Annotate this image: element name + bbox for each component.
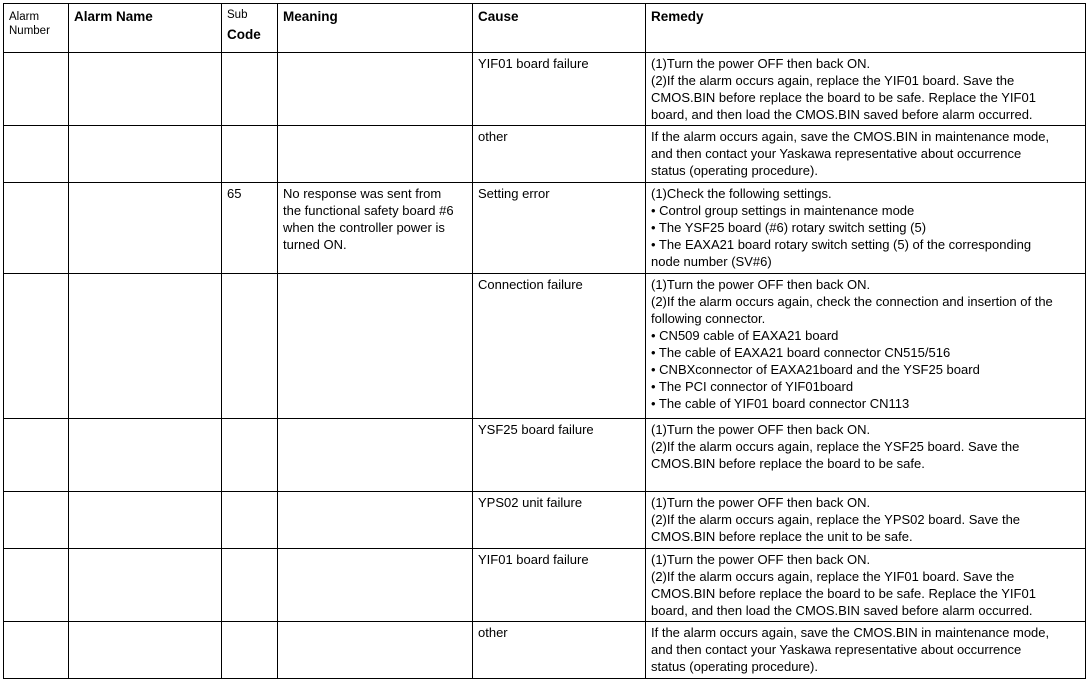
remedy-line: board, and then load the CMOS.BIN saved before alarm occurred. [651, 603, 1033, 618]
remedy-line: following connector. [651, 311, 766, 326]
remedy-line: CMOS.BIN before replace the board to be safe. Replace the YIF01 [651, 90, 1036, 105]
remedy-line: (1)Turn the power OFF then back ON. [651, 422, 871, 437]
remedy-cell [646, 53, 1086, 126]
remedy-line: (1)Turn the power OFF then back ON. [651, 277, 871, 292]
cause-cell: Setting error [473, 183, 646, 274]
alarm-name-cell [69, 419, 222, 492]
meaning-cell [278, 492, 473, 549]
remedy-line: • The cable of EAXA21 board connector CN515/516 [651, 345, 951, 360]
alarm-number-cell [4, 183, 69, 274]
meaning-cell [278, 53, 473, 126]
table-row [4, 53, 1086, 126]
header-remedy: Remedy [646, 4, 1086, 53]
remedy-line: (1)Turn the power OFF then back ON. [651, 552, 871, 567]
table-row [4, 274, 1086, 419]
header-sub-code-top: Sub [227, 9, 248, 21]
alarm-name-cell [69, 274, 222, 419]
remedy-line: (2)If the alarm occurs again, replace the YIF01 board. Save the [651, 73, 1015, 88]
remedy-line: • Control group settings in maintenance mode [651, 203, 915, 218]
remedy-line: • CN509 cable of EAXA21 board [651, 328, 839, 343]
remedy-cell [646, 419, 1086, 492]
remedy-cell [646, 183, 1086, 274]
sub-code-cell [222, 549, 278, 622]
header-alarm-number-line: Alarm [9, 11, 40, 23]
remedy-line: (1)Check the following settings. [651, 186, 832, 201]
cause-cell: other [473, 622, 646, 679]
alarm-number-cell [4, 492, 69, 549]
cause-cell: YSF25 board failure [473, 419, 646, 492]
header-cause: Cause [473, 4, 646, 53]
remedy-line: (1)Turn the power OFF then back ON. [651, 495, 871, 510]
remedy-cell [646, 622, 1086, 679]
meaning-cell [278, 622, 473, 679]
meaning-cell [278, 549, 473, 622]
sub-code-cell [222, 622, 278, 679]
alarm-name-cell [69, 53, 222, 126]
header-sub-code-bottom: Code [227, 27, 261, 42]
header-alarm-number [4, 4, 69, 53]
remedy-line: (2)If the alarm occurs again, replace the YSF25 board. Save the [651, 439, 1020, 454]
alarm-name-cell [69, 126, 222, 183]
table-row [4, 549, 1086, 622]
remedy-cell [646, 126, 1086, 183]
table-row [4, 183, 1086, 274]
remedy-line: CMOS.BIN before replace the unit to be safe. [651, 529, 913, 544]
cause-cell: YIF01 board failure [473, 549, 646, 622]
cause-cell: other [473, 126, 646, 183]
alarm-number-cell [4, 622, 69, 679]
meaning-cell [278, 419, 473, 492]
sub-code-cell: 65 [222, 183, 278, 274]
header-alarm-number-line: Number [9, 25, 50, 37]
meaning-line: No response was sent from [283, 186, 442, 201]
remedy-line: status (operating procedure). [651, 659, 818, 674]
remedy-line: • CNBXconnector of EAXA21board and the YSF25 board [651, 362, 980, 377]
cause-cell: Connection failure [473, 274, 646, 419]
remedy-cell [646, 492, 1086, 549]
header-meaning: Meaning [278, 4, 473, 53]
remedy-line: status (operating procedure). [651, 163, 818, 178]
alarm-name-cell [69, 183, 222, 274]
alarm-number-cell [4, 126, 69, 183]
remedy-line: • The cable of YIF01 board connector CN113 [651, 396, 910, 411]
remedy-line: If the alarm occurs again, save the CMOS.BIN in maintenance mode, [651, 625, 1050, 640]
meaning-line: the functional safety board #6 [283, 203, 454, 218]
alarm-table [3, 3, 1086, 679]
header-sub-code [222, 4, 278, 53]
table-row [4, 622, 1086, 679]
remedy-line: • The PCI connector of YIF01board [651, 379, 854, 394]
cause-cell: YPS02 unit failure [473, 492, 646, 549]
remedy-line: If the alarm occurs again, save the CMOS.BIN in maintenance mode, [651, 129, 1050, 144]
remedy-cell [646, 549, 1086, 622]
alarm-name-cell [69, 549, 222, 622]
remedy-line: (1)Turn the power OFF then back ON. [651, 56, 871, 71]
remedy-line: • The YSF25 board (#6) rotary switch setting (5) [651, 220, 927, 235]
table-row [4, 492, 1086, 549]
alarm-number-cell [4, 419, 69, 492]
meaning-cell [278, 126, 473, 183]
table-row [4, 126, 1086, 183]
sub-code-cell [222, 419, 278, 492]
remedy-line: node number (SV#6) [651, 254, 772, 269]
remedy-line: and then contact your Yaskawa representative about occurrence [651, 146, 1022, 161]
remedy-line: CMOS.BIN before replace the board to be safe. [651, 456, 925, 471]
sub-code-cell [222, 492, 278, 549]
remedy-line: board, and then load the CMOS.BIN saved before alarm occurred. [651, 107, 1033, 122]
remedy-cell [646, 274, 1086, 419]
alarm-name-cell [69, 622, 222, 679]
meaning-cell [278, 183, 473, 274]
sub-code-cell [222, 274, 278, 419]
alarm-name-cell [69, 492, 222, 549]
alarm-number-cell [4, 549, 69, 622]
sub-code-cell [222, 53, 278, 126]
header-alarm-name: Alarm Name [69, 4, 222, 53]
alarm-number-cell [4, 274, 69, 419]
meaning-cell [278, 274, 473, 419]
table-header-row [4, 4, 1086, 53]
table-row [4, 419, 1086, 492]
meaning-line: turned ON. [283, 237, 347, 252]
meaning-line: when the controller power is [283, 220, 445, 235]
cause-cell: YIF01 board failure [473, 53, 646, 126]
remedy-line: CMOS.BIN before replace the board to be safe. Replace the YIF01 [651, 586, 1036, 601]
remedy-line: (2)If the alarm occurs again, replace the YPS02 board. Save the [651, 512, 1021, 527]
sub-code-cell [222, 126, 278, 183]
remedy-line: (2)If the alarm occurs again, check the connection and insertion of the [651, 294, 1053, 309]
remedy-line: • The EAXA21 board rotary switch setting (5) of the corresponding [651, 237, 1032, 252]
table-body [4, 53, 1086, 679]
remedy-line: and then contact your Yaskawa representative about occurrence [651, 642, 1022, 657]
remedy-line: (2)If the alarm occurs again, replace the YIF01 board. Save the [651, 569, 1015, 584]
alarm-number-cell [4, 53, 69, 126]
